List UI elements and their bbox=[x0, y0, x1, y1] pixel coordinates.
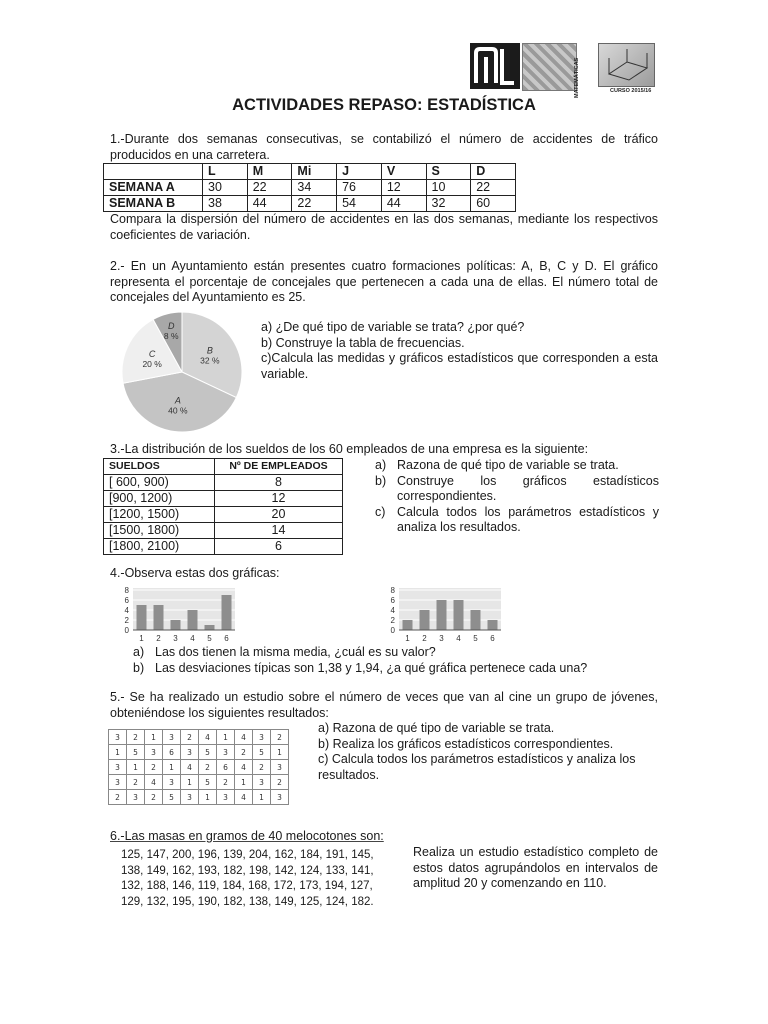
table-cell: [900, 1200) bbox=[104, 491, 215, 507]
grid-cell: 3 bbox=[109, 760, 127, 775]
grid-cell: 5 bbox=[199, 775, 217, 790]
table-row bbox=[104, 475, 343, 491]
q6-task: Realiza un estudio estadístico completo de estos datos agrupándolos en intervalos de amplitud 20 y comenzando en 110. bbox=[413, 845, 658, 890]
grid-row bbox=[109, 730, 289, 745]
table-cell: 44 bbox=[381, 196, 426, 212]
q5-text: 5.- Se ha realizado un estudio sobre el número de veces que van al cine un grupo de jóvenes, obteniéndose los siguientes resultados: bbox=[110, 690, 658, 720]
grid-cell: 3 bbox=[253, 775, 271, 790]
grid-cell: 3 bbox=[253, 730, 271, 745]
table-row bbox=[104, 507, 343, 523]
y-tick-label: 8 bbox=[124, 586, 129, 595]
grid-cell: 4 bbox=[235, 790, 253, 805]
geometry-image bbox=[598, 43, 655, 87]
grid-cell: 2 bbox=[181, 730, 199, 745]
x-tick-label: 5 bbox=[207, 634, 212, 643]
pie-value-label: 20 % bbox=[142, 358, 162, 369]
grid-cell: 2 bbox=[235, 745, 253, 760]
pie-value-label: 40 % bbox=[168, 405, 188, 416]
bar bbox=[188, 610, 198, 630]
grid-cell: 1 bbox=[271, 745, 289, 760]
q1-header-cell: L bbox=[203, 164, 248, 180]
q3-questions bbox=[375, 458, 659, 536]
grid-cell: 5 bbox=[127, 745, 145, 760]
x-tick-label: 4 bbox=[456, 634, 461, 643]
q1-header-cell: S bbox=[426, 164, 471, 180]
q1-instruction: Compara la dispersión del número de accidentes en las dos semanas, mediante los respectivos coeficientes de variación. bbox=[110, 212, 658, 242]
grid-cell: 2 bbox=[109, 790, 127, 805]
grid-cell: 3 bbox=[217, 745, 235, 760]
q1-table-header bbox=[104, 164, 516, 180]
table-row bbox=[104, 491, 343, 507]
pie-label: D bbox=[168, 321, 175, 332]
masses-line: 138, 149, 162, 193, 182, 198, 142, 124, 133, 141, bbox=[121, 864, 374, 877]
plot-background bbox=[133, 588, 235, 630]
table-row bbox=[104, 523, 343, 539]
grid-cell: 2 bbox=[271, 775, 289, 790]
grid-cell: 1 bbox=[235, 775, 253, 790]
q5-questions bbox=[318, 721, 663, 783]
q1-header-cell: J bbox=[337, 164, 382, 180]
y-tick-label: 4 bbox=[124, 606, 129, 615]
table-cell: 8 bbox=[215, 475, 343, 491]
x-tick-label: 3 bbox=[173, 634, 178, 643]
q4-question-label: b) bbox=[133, 660, 145, 675]
table-cell: 32 bbox=[426, 196, 471, 212]
table-cell: 6 bbox=[215, 539, 343, 555]
table-row bbox=[104, 196, 516, 212]
grid-cell: 1 bbox=[199, 790, 217, 805]
grid-cell: 2 bbox=[253, 760, 271, 775]
grid-cell: 3 bbox=[163, 775, 181, 790]
table-cell: [1200, 1500) bbox=[104, 507, 215, 523]
q5-question-c: c) Calcula todos los parámetros estadísticos y analiza los resultados. bbox=[318, 752, 636, 782]
bar-chart-1 bbox=[115, 582, 240, 644]
table-cell: 44 bbox=[247, 196, 292, 212]
x-tick-label: 2 bbox=[156, 634, 161, 643]
q3-question bbox=[375, 458, 659, 474]
grid-cell: 2 bbox=[127, 775, 145, 790]
grid-cell: 1 bbox=[109, 745, 127, 760]
q3-header-cell: SUELDOS bbox=[104, 459, 215, 475]
q3-question-label: c) bbox=[375, 504, 386, 519]
y-tick-label: 6 bbox=[124, 596, 129, 605]
plot-background bbox=[399, 588, 501, 630]
x-tick-label: 1 bbox=[139, 634, 144, 643]
bar-chart-2 bbox=[381, 582, 506, 644]
table-cell: 20 bbox=[215, 507, 343, 523]
q1-header-cell bbox=[104, 164, 203, 180]
pie-label: B bbox=[206, 345, 213, 356]
table-cell: [1500, 1800) bbox=[104, 523, 215, 539]
table-cell: 30 bbox=[203, 180, 248, 196]
grid-cell: 3 bbox=[181, 745, 199, 760]
x-tick-label: 5 bbox=[473, 634, 478, 643]
bar bbox=[437, 600, 447, 630]
q1-header-cell: V bbox=[381, 164, 426, 180]
q4-question-label: a) bbox=[133, 645, 145, 659]
course-label: CURSO 2015/16 bbox=[610, 88, 652, 94]
table-cell: 22 bbox=[247, 180, 292, 196]
q1-header-cell: D bbox=[471, 164, 516, 180]
masses-line: 129, 132, 195, 190, 182, 138, 149, 125, 124, 182. bbox=[121, 895, 374, 908]
y-tick-label: 6 bbox=[390, 596, 395, 605]
bar bbox=[420, 610, 430, 630]
bar bbox=[154, 605, 164, 630]
grid-cell: 1 bbox=[253, 790, 271, 805]
q3-question-text: Construye los gráficos estadísticos correspondientes. bbox=[397, 473, 659, 503]
grid-cell: 4 bbox=[181, 760, 199, 775]
q3-question-label: b) bbox=[375, 473, 387, 488]
x-tick-label: 3 bbox=[439, 634, 444, 643]
grid-cell: 3 bbox=[145, 745, 163, 760]
pie-value-label: 32 % bbox=[200, 355, 220, 366]
grid-cell: 6 bbox=[217, 760, 235, 775]
grid-cell: 4 bbox=[235, 760, 253, 775]
q1-text: 1.-Durante dos semanas consecutivas, se contabilizó el número de accidentes de tráfico producidos en una carretera. bbox=[110, 132, 658, 162]
q2-question-c: c)Calcula las medidas y gráficos estadísticos que corresponden a esta variable. bbox=[261, 351, 658, 381]
geometry-graphic bbox=[599, 44, 654, 86]
grid-cell: 1 bbox=[145, 730, 163, 745]
pie-label: C bbox=[148, 348, 156, 359]
pie-label: A bbox=[174, 395, 181, 406]
grid-cell: 2 bbox=[199, 760, 217, 775]
q3-question-text: Razona de qué tipo de variable se trata. bbox=[397, 458, 619, 472]
q4-question-text: Las desviaciones típicas son 1,38 y 1,94, ¿a qué gráfica pertenece cada una? bbox=[155, 660, 588, 675]
grid-cell: 2 bbox=[127, 730, 145, 745]
table-cell: [ 600, 900) bbox=[104, 475, 215, 491]
q3-question bbox=[375, 505, 659, 536]
bar bbox=[403, 620, 413, 630]
grid-cell: 2 bbox=[271, 730, 289, 745]
q3-table bbox=[103, 458, 343, 555]
grid-cell: 2 bbox=[145, 760, 163, 775]
y-tick-label: 8 bbox=[390, 586, 395, 595]
grid-cell: 3 bbox=[271, 760, 289, 775]
q3-question bbox=[375, 474, 659, 505]
grid-cell: 3 bbox=[181, 790, 199, 805]
y-tick-label: 2 bbox=[390, 616, 395, 625]
x-tick-label: 6 bbox=[490, 634, 495, 643]
table-row bbox=[104, 539, 343, 555]
bar bbox=[137, 605, 147, 630]
q1-header-cell: Mi bbox=[292, 164, 337, 180]
table-cell: 14 bbox=[215, 523, 343, 539]
ml-logo-graphic bbox=[470, 43, 520, 89]
q2-questions bbox=[261, 320, 658, 382]
grid-row bbox=[109, 745, 289, 760]
grid-row bbox=[109, 760, 289, 775]
table-cell: 22 bbox=[292, 196, 337, 212]
grid-cell: 1 bbox=[163, 760, 181, 775]
grid-cell: 3 bbox=[271, 790, 289, 805]
q1-header-cell: M bbox=[247, 164, 292, 180]
q5-question-b: b) Realiza los gráficos estadísticos correspondientes. bbox=[318, 736, 614, 751]
grid-cell: 2 bbox=[145, 790, 163, 805]
table-cell: 60 bbox=[471, 196, 516, 212]
cubes-image bbox=[522, 43, 577, 91]
q4-text: 4.-Observa estas dos gráficas: bbox=[110, 566, 280, 580]
grid-row bbox=[109, 775, 289, 790]
table-cell: 54 bbox=[337, 196, 382, 212]
grid-cell: 5 bbox=[163, 790, 181, 805]
q3-table-header bbox=[104, 459, 343, 475]
grid-cell: 6 bbox=[163, 745, 181, 760]
x-tick-label: 6 bbox=[224, 634, 229, 643]
y-tick-label: 4 bbox=[390, 606, 395, 615]
bar bbox=[471, 610, 481, 630]
row-label: SEMANA B bbox=[104, 196, 203, 212]
q2-question-b: b) Construye la tabla de frecuencias. bbox=[261, 335, 465, 350]
grid-cell: 2 bbox=[217, 775, 235, 790]
grid-cell: 5 bbox=[199, 745, 217, 760]
pie-value-label: 8 % bbox=[163, 331, 179, 342]
q4-question bbox=[133, 661, 673, 677]
subject-label: MATEMÁTICAS bbox=[574, 57, 580, 98]
row-label: SEMANA A bbox=[104, 180, 203, 196]
table-cell: [1800, 2100) bbox=[104, 539, 215, 555]
table-cell: 22 bbox=[471, 180, 516, 196]
x-tick-label: 4 bbox=[190, 634, 195, 643]
bar bbox=[488, 620, 498, 630]
grid-cell: 4 bbox=[235, 730, 253, 745]
grid-cell: 1 bbox=[181, 775, 199, 790]
q5-question-a: a) Razona de qué tipo de variable se trata. bbox=[318, 721, 555, 735]
grid-cell: 3 bbox=[109, 730, 127, 745]
q6-masses bbox=[121, 848, 406, 910]
q3-header-cell: Nº DE EMPLEADOS bbox=[215, 459, 343, 475]
y-tick-label: 0 bbox=[390, 626, 395, 635]
q6-text: 6.-Las masas en gramos de 40 melocotones son: bbox=[110, 829, 384, 843]
q3-question-label: a) bbox=[375, 458, 387, 472]
q4-question bbox=[133, 645, 673, 661]
pie-chart bbox=[116, 310, 248, 434]
y-tick-label: 2 bbox=[124, 616, 129, 625]
grid-cell: 4 bbox=[145, 775, 163, 790]
q3-question-text: Calcula todos los parámetros estadísticos y analiza los resultados. bbox=[397, 504, 659, 534]
table-cell: 12 bbox=[215, 491, 343, 507]
grid-cell: 5 bbox=[253, 745, 271, 760]
masses-line: 132, 188, 146, 119, 184, 168, 172, 173, 194, 127, bbox=[121, 880, 373, 892]
x-tick-label: 1 bbox=[405, 634, 410, 643]
bar bbox=[454, 600, 464, 630]
grid-cell: 3 bbox=[217, 790, 235, 805]
grid-cell: 1 bbox=[127, 760, 145, 775]
grid-cell: 3 bbox=[163, 730, 181, 745]
y-tick-label: 0 bbox=[124, 626, 129, 635]
grid-cell: 3 bbox=[109, 775, 127, 790]
q1-table bbox=[103, 163, 516, 212]
q4-question-text: Las dos tienen la misma media, ¿cuál es su valor? bbox=[155, 645, 436, 659]
logo-text bbox=[0, 0, 1, 1]
table-cell: 10 bbox=[426, 180, 471, 196]
ml-logo bbox=[470, 43, 520, 89]
q5-grid bbox=[108, 729, 289, 805]
grid-cell: 3 bbox=[127, 790, 145, 805]
page-title: ACTIVIDADES REPASO: ESTADÍSTICA bbox=[232, 96, 536, 114]
grid-cell: 4 bbox=[199, 730, 217, 745]
q2-question-a: a) ¿De qué tipo de variable se trata? ¿por qué? bbox=[261, 320, 525, 334]
x-tick-label: 2 bbox=[422, 634, 427, 643]
masses-line: 125, 147, 200, 196, 139, 204, 162, 184, 191, 145, bbox=[121, 849, 374, 861]
table-cell: 34 bbox=[292, 180, 337, 196]
q2-text: 2.- En un Ayuntamiento están presentes cuatro formaciones políticas: A, B, C y D. El gráfico representa el porcentaje de concejales que pertenecen a cada una de ellas. El número total de concejales del Ayuntamiento es 25. bbox=[110, 259, 658, 304]
table-cell: 12 bbox=[381, 180, 426, 196]
table-row bbox=[104, 180, 516, 196]
grid-row bbox=[109, 790, 289, 805]
grid-cell: 1 bbox=[217, 730, 235, 745]
table-cell: 76 bbox=[337, 180, 382, 196]
bar bbox=[171, 620, 181, 630]
table-cell: 38 bbox=[203, 196, 248, 212]
bar bbox=[205, 625, 215, 630]
q3-text: 3.-La distribución de los sueldos de los 60 empleados de una empresa es la siguiente: bbox=[110, 442, 589, 456]
bar bbox=[222, 595, 232, 630]
q4-questions bbox=[133, 645, 673, 676]
